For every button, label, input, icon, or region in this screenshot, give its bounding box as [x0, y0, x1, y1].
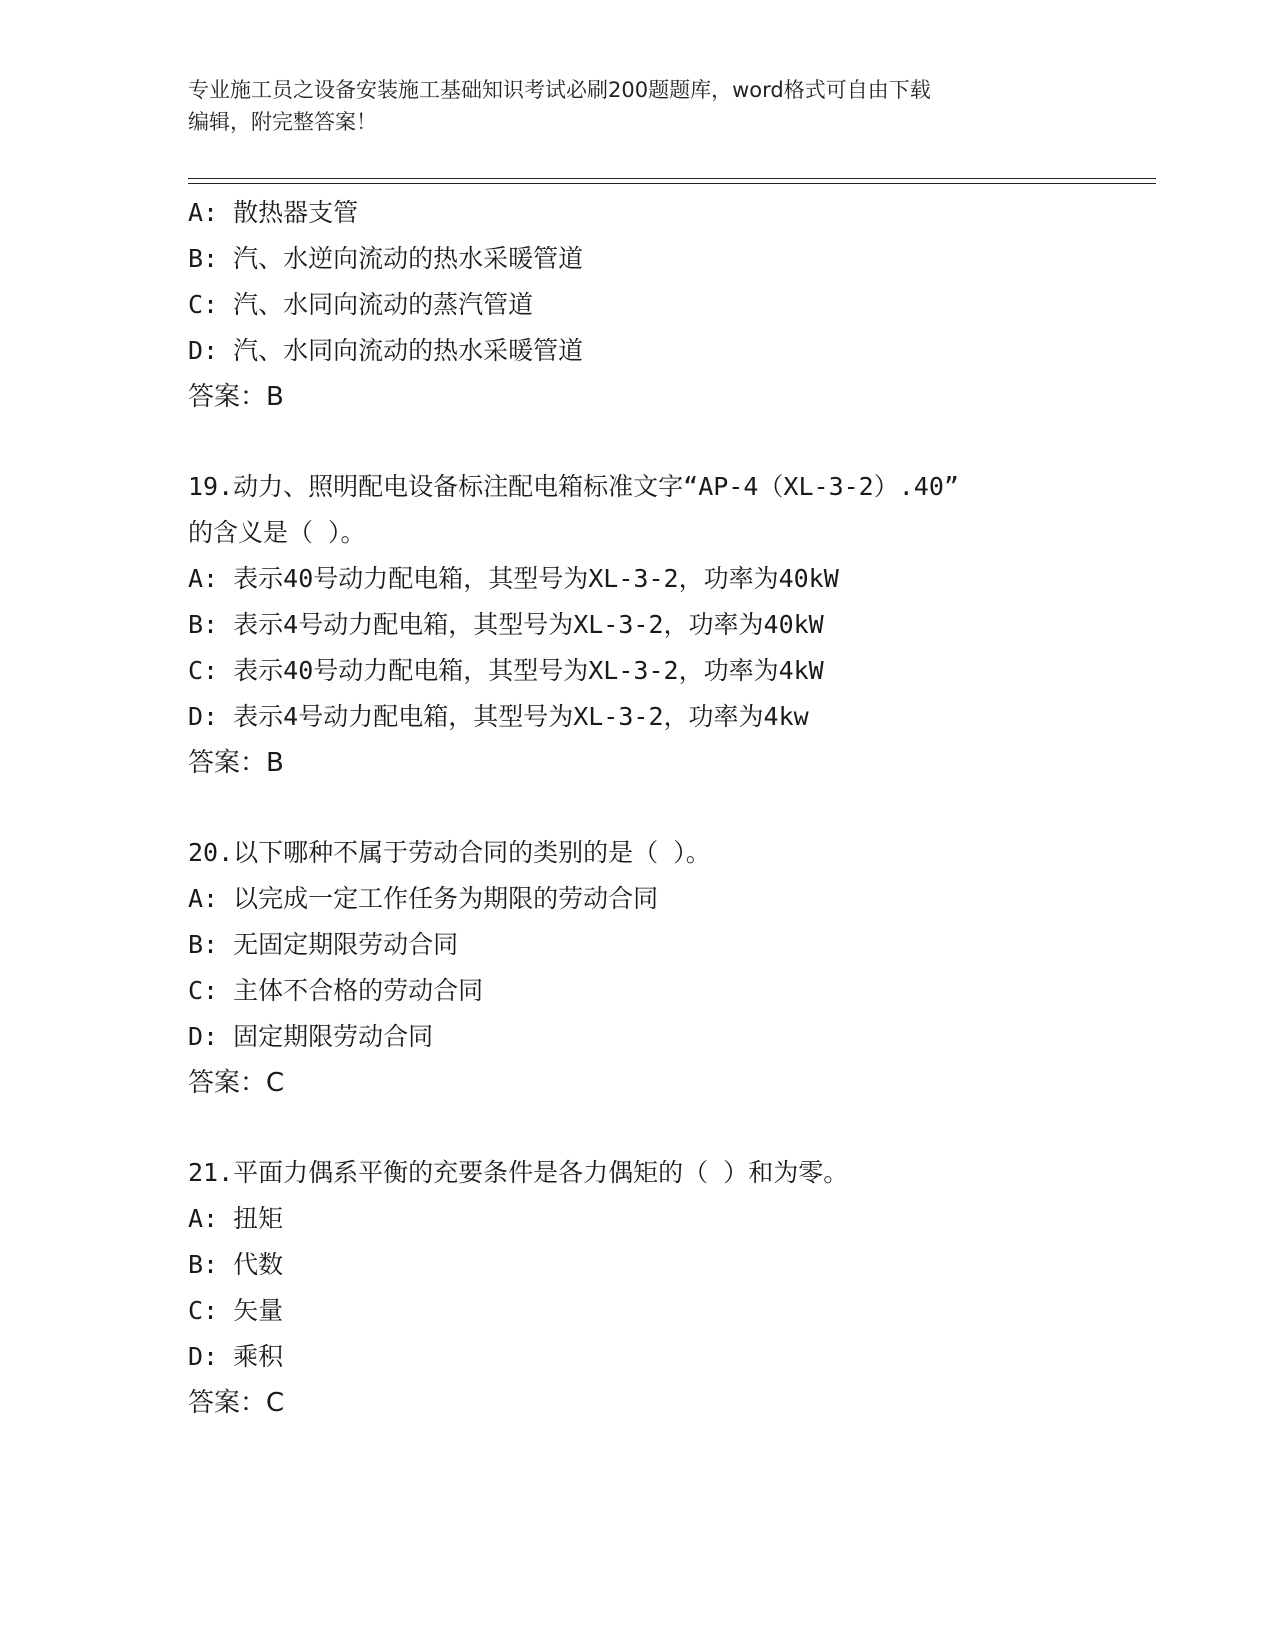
- header-divider-top: [188, 178, 1156, 179]
- answer-label: 答案：B: [188, 382, 284, 412]
- question-text: 21.平面力偶系平衡的充要条件是各力偶矩的（ ）和为零。: [188, 1158, 849, 1187]
- block-spacer: [188, 786, 1148, 830]
- block-spacer: [188, 420, 1148, 464]
- question-block-20: [188, 830, 1148, 1106]
- header-title-line-1: 专业施工员之设备安装施工基础知识考试必刷200题题库，word格式可自由下载: [188, 78, 931, 102]
- option-d: D: 表示4号动力配电箱，其型号为XL-3-2，功率为4kw: [188, 702, 809, 731]
- option-a: A: 以完成一定工作任务为期限的劳动合同: [188, 884, 659, 913]
- question-text: 20.以下哪种不属于劳动合同的类别的是（ ）。: [188, 838, 711, 867]
- option-a: A: 散热器支管: [188, 198, 359, 227]
- option-b: B: 汽、水逆向流动的热水采暖管道: [188, 244, 584, 273]
- question-text-line-1: 19.动力、照明配电设备标注配电箱标准文字“AP-4（XL-3-2）.40”: [188, 472, 959, 501]
- option-b: B: 代数: [188, 1250, 284, 1279]
- answer-label: 答案：C: [188, 1068, 285, 1098]
- header-title-line-2: 编辑，附完整答案！: [188, 110, 377, 134]
- header-divider-bottom: [188, 183, 1156, 184]
- option-c: C: 主体不合格的劳动合同: [188, 976, 484, 1005]
- option-d: D: 汽、水同向流动的热水采暖管道: [188, 336, 584, 365]
- answer-label: 答案：B: [188, 748, 284, 778]
- option-b: B: 表示4号动力配电箱，其型号为XL-3-2，功率为40kW: [188, 610, 824, 639]
- option-a: A: 扭矩: [188, 1204, 284, 1233]
- document-header: [188, 74, 1088, 138]
- question-block-19: [188, 464, 1148, 786]
- block-spacer: [188, 1106, 1148, 1150]
- question-block-18: [188, 190, 1148, 420]
- option-d: D: 乘积: [188, 1342, 284, 1371]
- option-c: C: 表示40号动力配电箱，其型号为XL-3-2，功率为4kW: [188, 656, 824, 685]
- question-text-line-2: 的含义是（ ）。: [188, 518, 366, 547]
- option-a: A: 表示40号动力配电箱，其型号为XL-3-2，功率为40kW: [188, 564, 839, 593]
- option-d: D: 固定期限劳动合同: [188, 1022, 434, 1051]
- option-b: B: 无固定期限劳动合同: [188, 930, 459, 959]
- question-block-21: [188, 1150, 1148, 1426]
- option-c: C: 矢量: [188, 1296, 284, 1325]
- answer-label: 答案：C: [188, 1388, 285, 1418]
- option-c: C: 汽、水同向流动的蒸汽管道: [188, 290, 534, 319]
- question-list: [188, 190, 1148, 1426]
